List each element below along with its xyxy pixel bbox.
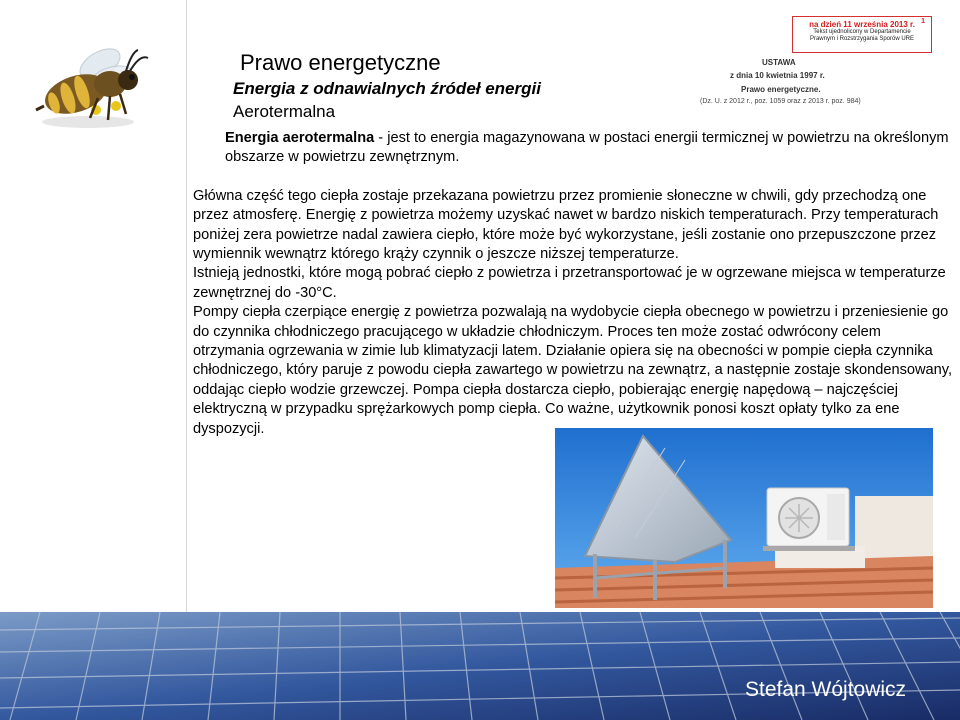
paragraph-3: Pompy ciepła czerpiące energię z powietrza pozwalają na wydobycie ciepła obecnego w powietrzu i przeniesienie go do czynnika chłodniczego pracującego w układzie chłodniczym. Proces ten może zostać odwrócony celem otrzymania ogrzewania w zimie lub klimatyzacji latem. Działanie opiera się na obecności w pompie ciepła czynnika chłodniczego, który paruje z powodu ciepła zawartego w powietrzu na zewnątrz, a następnie zostaje skondensowany, oddając ciepło wodzie grzewczej. Pompa ciepła dostarcza ciepło, pobierając energię napędową – najczęściej elektryczną w przypadku sprężarkowych pomp ciepła. Co ważne, użytkownik ponosi koszt opłaty tylko za ene [193, 304, 953, 418]
definition-paragraph [193, 129, 953, 168]
law-superscript: 1 [921, 18, 925, 25]
paragraph-3-end: dyspozycji. [193, 420, 265, 437]
definition-term: Energia aerotermalna [225, 130, 375, 146]
paragraph-1: Główna część tego ciepła zostaje przekazana powietrzu przez promienie słoneczne w chwili, gdy przechodzą one przez atmosferę. Energię z powietrza możemy uzyskać nawet w bardzo niskich temperaturach. Przy temperaturach poniżej zera powietrze nadal zawiera ciepło, które może być wykorzystane, jeśli zostanie ono przepuszczone przez wymiennik wewnątrz którego krąży czynnik o jeszcze niższej temperaturze. [193, 187, 939, 263]
law-note-line2: Prawnym i Rozstrzygania Sporów URE [809, 36, 915, 42]
page-subtitle: Energia z odnawialnych źródeł energii [233, 79, 541, 98]
law-act-name: Prawo energetyczne. [741, 85, 821, 94]
heat-pump-photo [555, 428, 933, 608]
page-topic: Aerotermalna [233, 102, 336, 121]
solar-panels-image [0, 612, 960, 720]
law-date-label: na dzień 11 września 2013 r. [809, 20, 915, 29]
law-note-line1: Tekst ujednolicony w Departamencie [813, 29, 911, 35]
paragraph-2: Istnieją jednostki, które mogą pobrać ciepło z powietrza i przetransportować je w ogrzewane miejsca w temperaturze zewnętrznej do -30°C. [193, 265, 946, 301]
page-title: Prawo energetyczne [240, 50, 441, 75]
law-date-box [792, 16, 932, 53]
author-name: Stefan Wójtowicz [745, 678, 907, 701]
law-journal-ref: (Dz. U. z 2012 r., poz. 1059 oraz z 2013 r. poz. 984) [700, 98, 861, 105]
body-text [193, 129, 953, 439]
definition-text: - jest to energia magazynowana w postaci energii termicznej w powietrzu na określonym obszarze w powietrzu zewnętrznym. [225, 130, 949, 166]
bee-icon [28, 36, 158, 136]
law-act-date: z dnia 10 kwietnia 1997 r. [730, 71, 825, 80]
law-act-type: USTAWA [762, 58, 796, 67]
vertical-divider [186, 0, 187, 612]
